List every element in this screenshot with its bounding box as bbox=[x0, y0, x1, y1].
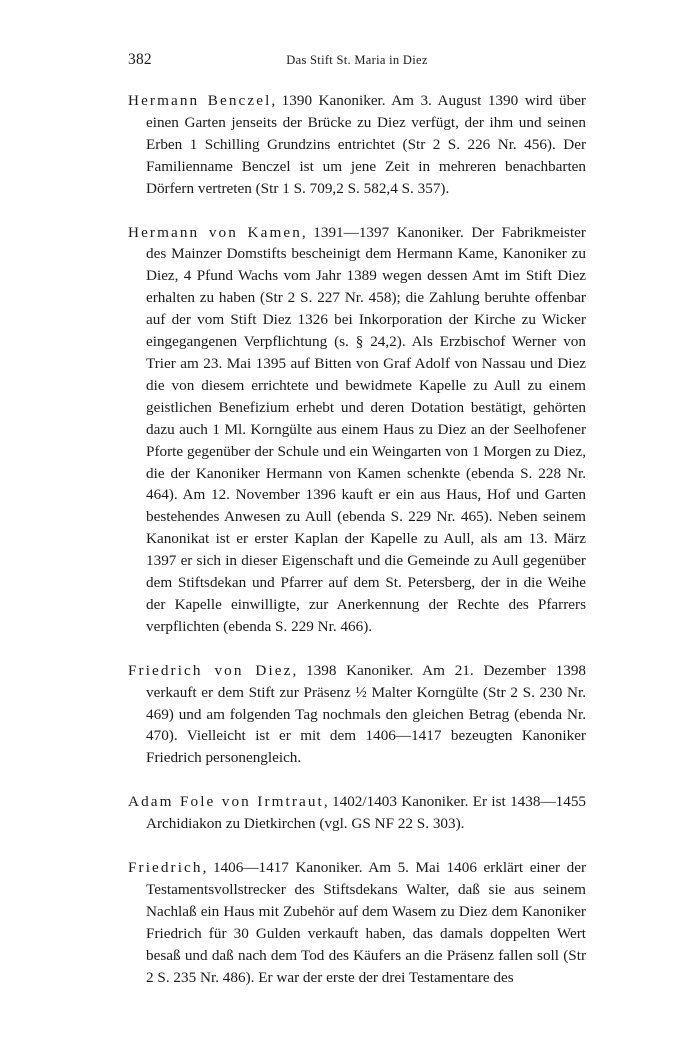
entry-name: Hermann Benczel bbox=[128, 92, 272, 109]
page-header bbox=[128, 51, 586, 73]
entry-text: , 1390 Kanoniker. Am 3. August 1390 wird über einen Garten jenseits der Brücke zu Diez verfügt, der ihm und seinen Erben 1 Schilling Grundzins entrichtet (Str 2 S. 226 Nr. 456). Der Familienname Benczel ist um jene Zeit in mehreren benachbarten Dörfern vertreten (Str 1 S. 709,2 S. 582,4 S. 357). bbox=[146, 92, 586, 197]
entry-name: Hermann von Kamen bbox=[128, 223, 302, 241]
entry-hermann-benczel bbox=[128, 90, 586, 200]
entry-name: Friedrich bbox=[128, 859, 203, 877]
entry-text: , 1398 Kanoniker. Am 21. Dezember 1398 verkauft er dem Stift zur Präsenz ½ Malter Korngülte (Str 2 S. 230 Nr. 469) und am folgenden Tag nochmals den gleichen Betrag (ebenda Nr. 470). Vielleicht ist er mit dem 1406—1417 bezeugten Kanoniker Friedrich personengleich. bbox=[146, 661, 587, 767]
page-number: 382 bbox=[128, 51, 152, 68]
entry-adam-fole-von-irmtraut bbox=[128, 791, 586, 835]
entry-text: , 1402/1403 Kanoniker. Er ist 1438—1455 Archidiakon zu Dietkirchen (vgl. GS NF 22 S. 303). bbox=[146, 793, 587, 833]
entry-friedrich bbox=[128, 857, 586, 988]
entry-text: , 1406—1417 Kanoniker. Am 5. Mai 1406 erklärt einer der Testamentsvollstrecker des Stiftsdekans Walter, daß sie aus seinem Nachlaß ein Haus mit Zubehör auf dem Wasem zu Diez dem Kanoniker Friedrich für 30 Gulden verkauft haben, das damals doppelten Wert besaß und daß nach dem Tod des Käufers an die Präsenz fallen soll (Str 2 S. 235 Nr. 486). Er war der erste der drei Testamentare des bbox=[146, 859, 586, 986]
entry-friedrich-von-diez bbox=[128, 660, 586, 770]
running-title: Das Stift St. Maria in Diez bbox=[286, 53, 428, 67]
entry-name: Adam Fole von Irmtraut bbox=[128, 793, 324, 811]
entry-name: Friedrich von Diez bbox=[128, 661, 293, 679]
entry-text: , 1391—1397 Kanoniker. Der Fabrikmeister des Mainzer Domstifts bescheinigt dem Hermann Kame, Kanoniker zu Diez, 4 Pfund Wachs vom Jahr 1389 wegen dessen Amt im Stift Diez erhalten zu haben (Str 2 S. 227 Nr. 458); die Zahlung beruhte offenbar auf der vom Stift Diez 1326 bei Inkorporation der Kirche zu Wicker eingegangenen Verpflichtung (s. § 24,2). Als Erzbischof Werner von Trier am 23. Mai 1395 auf Bitten von Graf Adolf von Nassau und Diez die von diesem errichtete und bewidmete Kapelle zu Aull zu einem geistlichen Benefizium erhebt und deren Dotation bestätigt, gehörten dazu auch 1 Ml. Korngülte aus einem Haus zu Diez an der Seelhofener Pforte gegenüber der Schule und ein Weingarten von 1 Morgen zu Diez, die der Kanoniker Hermann von Kamen schenkte (ebenda S. 228 Nr. 464). Am 12. November 1396 kauft er ein aus Haus, Hof und Garten bestehendes Anwesen zu Aull (ebenda S. 229 Nr. 465). Neben seinem Kanonikat ist er erster Kaplan der Kapelle zu Aull, als am 13. März 1397 er sich in dieser Eigenschaft und die Gemeinde zu Aull gegenüber dem Stiftsdekan und Pfarrer auf dem St. Petersberg, der in die Weihe der Kapelle einwilligte, zur Anerkennung der Rechte des Pfarrers verpflichten (ebenda S. 229 Nr. 466). bbox=[146, 223, 586, 635]
entry-hermann-von-kamen bbox=[128, 222, 586, 638]
entry-list bbox=[128, 90, 586, 1011]
